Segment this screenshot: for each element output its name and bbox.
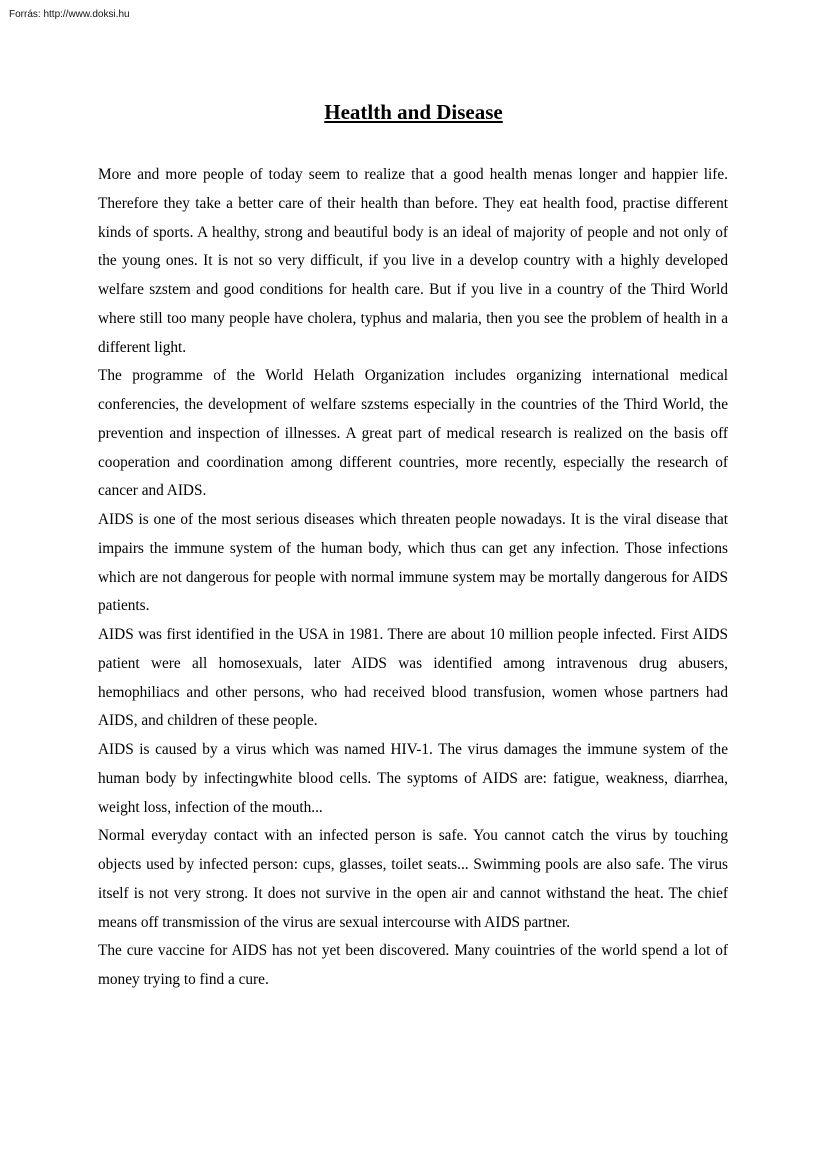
paragraph-who-programme: The programme of the World Helath Organization includes organizing international medical conferencies, the development of welfare szstems especially in the countries of the Third World, the prevention and inspection of illnesses. A great part of medical research is realized on the basis off cooperation and coordination among different countries, more recently, especially the research of cancer and AIDS. — [98, 367, 728, 500]
paragraph-cure: The cure vaccine for AIDS has not yet been discovered. Many couintries of the world spend a lot of money trying to find a cure. — [98, 942, 728, 988]
paragraph-aids-history: AIDS was first identified in the USA in 1981. There are about 10 million people infected. First AIDS patient were all homosexuals, later AIDS was identified among intravenous drug abusers, hemophiliacs and other persons, who had received blood transfusion, women whose partners had AIDS, and children of these people. — [98, 626, 728, 730]
paragraph-transmission: Normal everyday contact with an infected person is safe. You cannot catch the virus by touching objects used by infected person: cups, glasses, toilet seats... Swimming pools are also safe. The virus itself is not very strong. It does not survive in the open air and cannot withstand the heat. The chief means off transmission of the virus are sexual intercourse with AIDS partner. — [98, 827, 728, 931]
source-note: Forrás: http://www.doksi.hu — [9, 9, 130, 20]
document-body — [98, 161, 728, 995]
paragraph-health-intro: More and more people of today seem to realize that a good health menas longer and happier life. Therefore they take a better care of their health than before. They eat health food, practise different kinds of sports. A healthy, strong and beautiful body is an ideal of majority of people and not only of the young ones. It is not so very difficult, if you live in a develop country with a highly developed welfare szstem and good conditions for health care. But if you live in a country of the Third World where still too many people have cholera, typhus and malaria, then you see the problem of health in a different light. — [98, 166, 728, 356]
paragraph-aids-threat: AIDS is one of the most serious diseases which threaten people nowadays. It is the viral disease that impairs the immune system of the human body, which thus can get any infection. Those infections which are not dangerous for people with normal immune system may be mortally dangerous for AIDS patients. — [98, 511, 728, 615]
paragraph-aids-cause: AIDS is caused by a virus which was named HIV-1. The virus damages the immune system of the human body by infectingwhite blood cells. The syptoms of AIDS are: fatigue, weakness, diarrhea, weight loss, infection of the mouth... — [98, 741, 728, 816]
document-title: Heatlth and Disease — [324, 100, 503, 124]
